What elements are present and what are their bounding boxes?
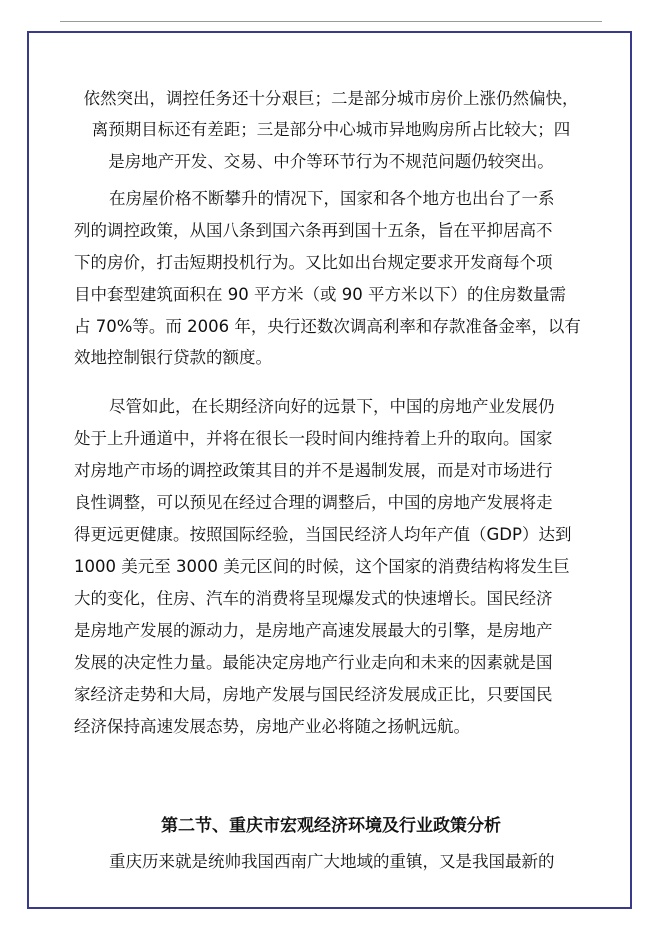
body-text-line: 占 70%等。而 2006 年，央行还数次调高利率和存款准备金率，以有 (74, 317, 581, 336)
body-text-line: 尽管如此，在长期经济向好的远景下，中国的房地产业发展仍 (109, 397, 555, 416)
body-text-line: 在房屋价格不断攀升的情况下，国家和各个地方也出台了一系 (109, 189, 555, 208)
body-text-line: 对房地产市场的调控政策其目的并不是遏制发展，而是对市场进行 (74, 461, 553, 480)
body-text-line: 发展的决定性力量。最能决定房地产行业走向和未来的因素就是国 (74, 653, 553, 672)
body-text-line: 目中套型建筑面积在 90 平方米（或 90 平方米以下）的住房数量需 (74, 285, 566, 304)
body-text-line: 重庆历来就是统帅我国西南广大地域的重镇，又是我国最新的 (109, 852, 555, 871)
body-text-line: 大的变化，住房、汽车的消费将呈现爆发式的快速增长。国民经济 (74, 589, 553, 608)
body-text-line: 下的房价，打击短期投机行为。又比如出台规定要求开发商每个项 (74, 253, 553, 272)
body-text-line: 1000 美元至 3000 美元区间的时候，这个国家的消费结构将发生巨 (74, 557, 570, 576)
body-text-line: 经济保持高速发展态势，房地产业必将随之扬帆远航。 (74, 717, 470, 736)
body-text-line: 离预期目标还有差距；三是部分中心城市异地购房所占比较大；四 (91, 120, 571, 139)
body-text-line: 得更远更健康。按照国际经验，当国民经济人均年产值（GDP）达到 (74, 525, 572, 544)
body-text-line: 依然突出，调控任务还十分艰巨；二是部分城市房价上涨仍然偏快， (83, 89, 579, 108)
body-text-line: 家经济走势和大局，房地产发展与国民经济发展成正比，只要国民 (74, 685, 553, 704)
body-text-line: 列的调控政策，从国八条到国六条再到国十五条，旨在平抑居高不 (74, 221, 553, 240)
body-text-line: 是房地产开发、交易、中介等环节行为不规范问题仍较突出。 (108, 152, 554, 171)
header-rule (60, 21, 602, 22)
body-text-line: 效地控制银行贷款的额度。 (74, 348, 272, 367)
body-text-line: 处于上升通道中，并将在很长一段时间内维持着上升的取向。国家 (74, 429, 553, 448)
body-text-line: 良性调整，可以预见在经过合理的调整后，中国的房地产发展将走 (74, 493, 553, 512)
section-heading: 第二节、重庆市宏观经济环境及行业政策分析 (161, 816, 501, 836)
body-text-line: 是房地产发展的源动力，是房地产高速发展最大的引擎，是房地产 (74, 621, 553, 640)
